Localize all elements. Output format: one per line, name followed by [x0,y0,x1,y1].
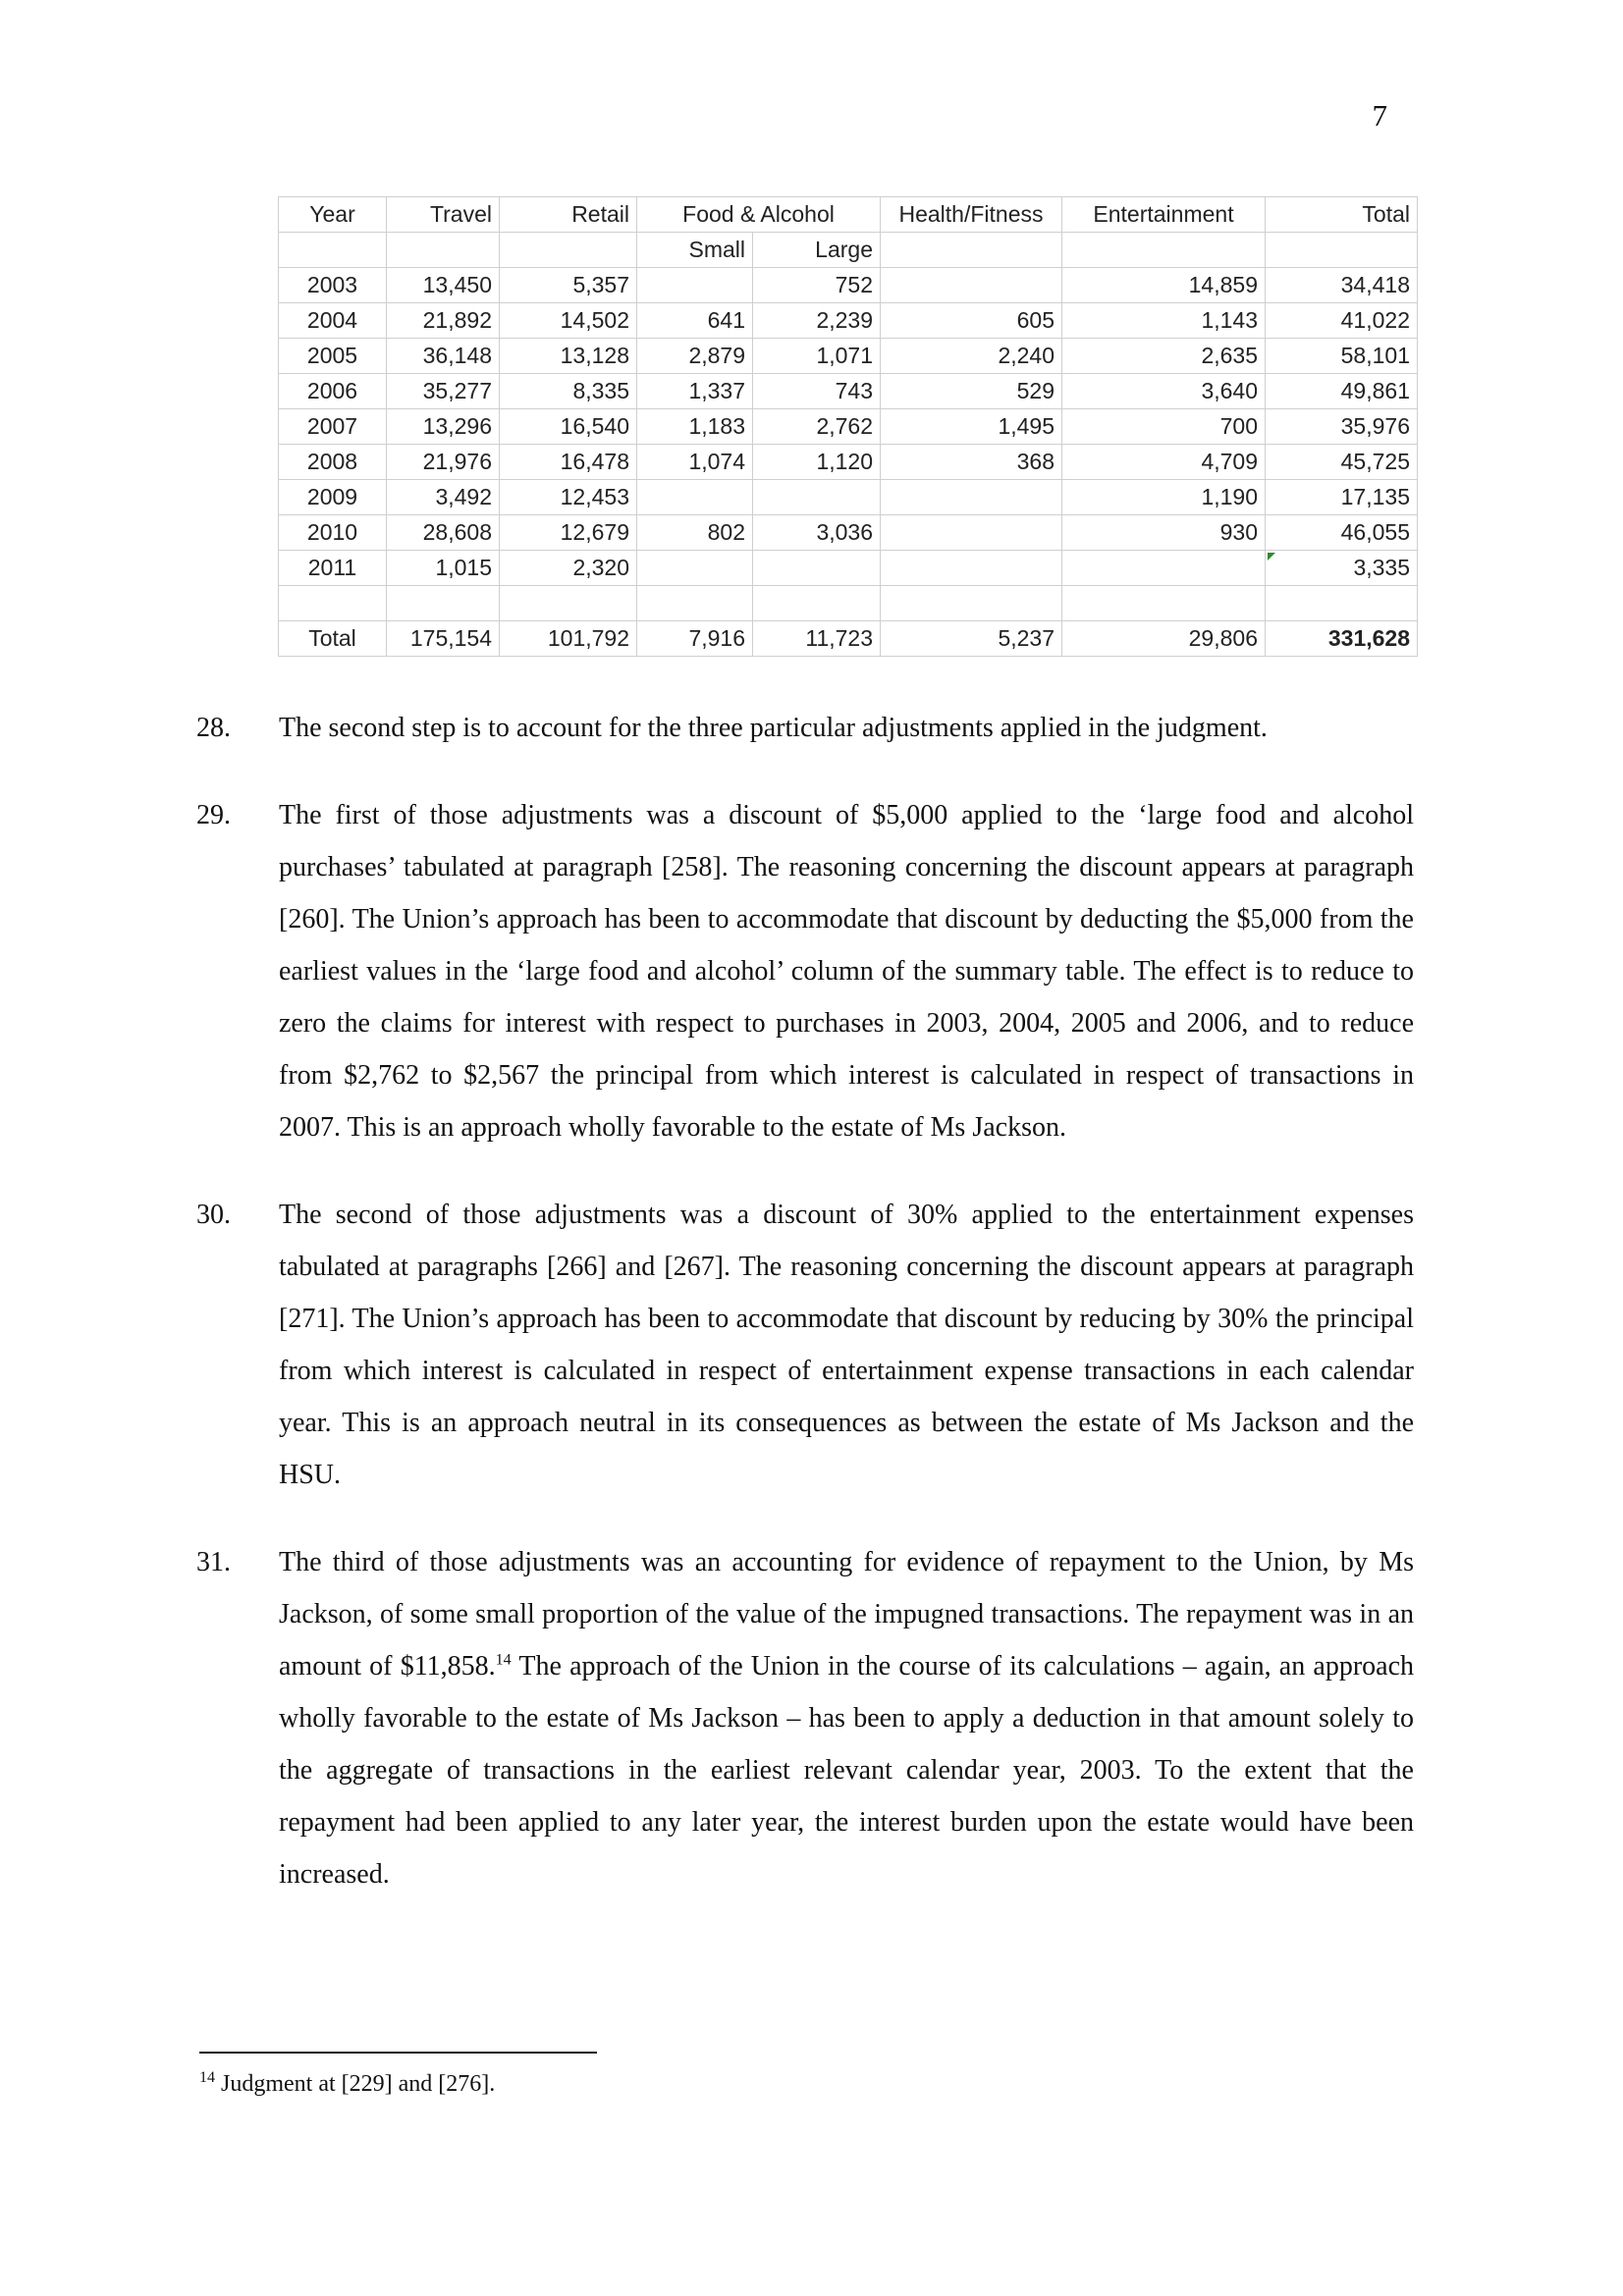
table-cell: 2,320 [500,551,637,586]
table-cell: 1,071 [753,339,881,374]
table-cell: 12,453 [500,480,637,515]
header-retail: Retail [500,197,637,233]
header-health-fitness: Health/Fitness [881,197,1062,233]
header-entertainment: Entertainment [1062,197,1266,233]
paragraph-number: 31. [196,1547,231,1577]
page-number: 7 [1372,98,1387,133]
table-cell: 5,357 [500,268,637,303]
spacer-row [279,586,1418,621]
paragraph-31 [196,1536,1414,1900]
table-cell: 368 [881,445,1062,480]
paragraph-30 [196,1189,1414,1501]
table-row [279,268,1418,303]
table-cell [1062,233,1266,268]
table-cell [387,586,500,621]
table-cell: 1,015 [387,551,500,586]
paragraph-29 [196,789,1414,1153]
table-cell [1062,551,1266,586]
table-cell [279,233,387,268]
paragraph-text: The first of those adjustments was a discount of $5,000 applied to the ‘large food and alcohol purchases’ tabulated at paragraph [258]. The reasoning concerning the discount appears at paragraph [260]. The Union’s approach has been to accommodate that discount by deducting the $5,000 from the earliest values in the ‘large food and alcohol’ column of the summary table. The effect is to reduce to zero the claims for interest with respect to purchases in 2003, 2004, 2005 and 2006, and to reduce from $2,762 to $2,567 the principal from which interest is calculated in respect of transactions in 2007. This is an approach wholly favorable to the estate of Ms Jackson. [279,800,1414,1143]
table-cell: 1,143 [1062,303,1266,339]
table-cell [881,268,1062,303]
table-cell [753,551,881,586]
table-cell [881,480,1062,515]
footnote-text: Judgment at [229] and [276]. [221,2071,496,2097]
table-cell: 45,725 [1266,445,1418,480]
paragraphs [196,702,1414,1936]
table-cell [753,586,881,621]
row-label-cell: 2011 [279,551,387,586]
cell-comment-marker [1268,553,1275,561]
paragraph-number: 28. [196,713,231,743]
table-cell: 49,861 [1266,374,1418,409]
subheader-small: Small [637,233,753,268]
table-cell: 3,036 [753,515,881,551]
table-cell: 46,055 [1266,515,1418,551]
header-row [279,197,1418,233]
table-cell: 14,859 [1062,268,1266,303]
row-label-cell: Total [279,621,387,657]
header-travel: Travel [387,197,500,233]
header-year: Year [279,197,387,233]
table-cell: 2,635 [1062,339,1266,374]
table-row [279,480,1418,515]
table-cell: 752 [753,268,881,303]
table-row [279,339,1418,374]
table-row [279,445,1418,480]
table-cell: 28,608 [387,515,500,551]
header-food-alcohol: Food & Alcohol [637,197,881,233]
table-cell: 641 [637,303,753,339]
row-label-cell: 2006 [279,374,387,409]
paragraph-text: The second of those adjustments was a discount of 30% applied to the entertainment expenses tabulated at paragraphs [266] and [267]. The reasoning concerning the discount appears at paragraph [271]. The Union’s approach has been to accommodate that discount by reducing by 30% the principal from which interest is calculated in respect of entertainment expense transactions in each calendar year. This is an approach neutral in its consequences as between the estate of Ms Jackson and the HSU. [279,1200,1414,1490]
table-cell: 8,335 [500,374,637,409]
table-cell [1266,233,1418,268]
table-cell: 1,190 [1062,480,1266,515]
table-cell [637,480,753,515]
footnote [199,2069,495,2098]
table-cell: 3,640 [1062,374,1266,409]
table-cell: 13,296 [387,409,500,445]
paragraph-number: 30. [196,1200,231,1230]
summary-table [278,196,1418,657]
row-label-cell: 2005 [279,339,387,374]
table-cell: 605 [881,303,1062,339]
table-cell [637,586,753,621]
table-cell [637,268,753,303]
table-cell: 35,277 [387,374,500,409]
footnote-divider [199,2052,597,2054]
table-cell: 16,540 [500,409,637,445]
table-cell [753,480,881,515]
table-cell [881,515,1062,551]
table-row [279,409,1418,445]
table-cell: 101,792 [500,621,637,657]
table-cell: 331,628 [1266,621,1418,657]
table-cell: 1,183 [637,409,753,445]
table-cell: 1,120 [753,445,881,480]
table-cell [1062,586,1266,621]
header-total: Total [1266,197,1418,233]
table-cell: 11,723 [753,621,881,657]
paragraph-text-part: The third of those adjustments was an accounting for evidence of repayment to the Union, by Ms Jackson, of some small proportion of the value of the impugned transactions. The repayment was in an amount of $11,858. [279,1547,1414,1682]
table-cell [637,551,753,586]
table-cell: 2,879 [637,339,753,374]
table-cell: 529 [881,374,1062,409]
table-cell: 13,128 [500,339,637,374]
table-cell: 930 [1062,515,1266,551]
table-cell: 175,154 [387,621,500,657]
table-row [279,515,1418,551]
table-cell: 2,239 [753,303,881,339]
paragraph-text: The second step is to account for the three particular adjustments applied in the judgment. [279,713,1268,743]
table-cell: 1,495 [881,409,1062,445]
table-cell: 29,806 [1062,621,1266,657]
footnote-reference[interactable]: 14 [495,1651,512,1669]
table-cell: 16,478 [500,445,637,480]
table-cell: 36,148 [387,339,500,374]
total-row [279,621,1418,657]
table-cell: 1,337 [637,374,753,409]
table-cell: 4,709 [1062,445,1266,480]
table-cell [279,586,387,621]
table-cell [1266,586,1418,621]
table-cell [387,233,500,268]
table-row [279,303,1418,339]
paragraph-28 [196,702,1414,754]
paragraph-text [279,1536,1414,1900]
table-cell [500,586,637,621]
table-cell: 5,237 [881,621,1062,657]
row-label-cell: 2009 [279,480,387,515]
table-cell: 743 [753,374,881,409]
table-cell: 12,679 [500,515,637,551]
table-cell: 2,762 [753,409,881,445]
table-cell [881,233,1062,268]
row-label-cell: 2004 [279,303,387,339]
table-cell: 14,502 [500,303,637,339]
table-cell: 21,976 [387,445,500,480]
subheader-row [279,233,1418,268]
row-label-cell: 2008 [279,445,387,480]
paragraph-text-part: The approach of the Union in the course of its calculations – again, an approach wholly favorable to the estate of Ms Jackson – has been to apply a deduction in that amount solely to the aggregate of transactions in the earliest relevant calendar year, 2003. To the extent that the repayment had been applied to any later year, the interest burden upon the estate would have been increased. [279,1651,1414,1890]
table-row [279,374,1418,409]
table-cell: 700 [1062,409,1266,445]
table-cell: 1,074 [637,445,753,480]
table-cell: 3,335 [1266,551,1418,586]
table-cell: 35,976 [1266,409,1418,445]
table-cell: 41,022 [1266,303,1418,339]
table-cell [881,551,1062,586]
footnote-number: 14 [199,2069,215,2086]
table-cell: 7,916 [637,621,753,657]
table-cell: 2,240 [881,339,1062,374]
table-cell: 13,450 [387,268,500,303]
table-cell [500,233,637,268]
row-label-cell: 2003 [279,268,387,303]
summary-table-container [278,196,1417,657]
table-cell: 58,101 [1266,339,1418,374]
table-cell: 34,418 [1266,268,1418,303]
row-label-cell: 2010 [279,515,387,551]
subheader-large: Large [753,233,881,268]
table-cell: 3,492 [387,480,500,515]
table-row [279,551,1418,586]
table-cell: 17,135 [1266,480,1418,515]
table-cell: 802 [637,515,753,551]
table-cell: 21,892 [387,303,500,339]
table-cell [881,586,1062,621]
row-label-cell: 2007 [279,409,387,445]
paragraph-number: 29. [196,800,231,830]
